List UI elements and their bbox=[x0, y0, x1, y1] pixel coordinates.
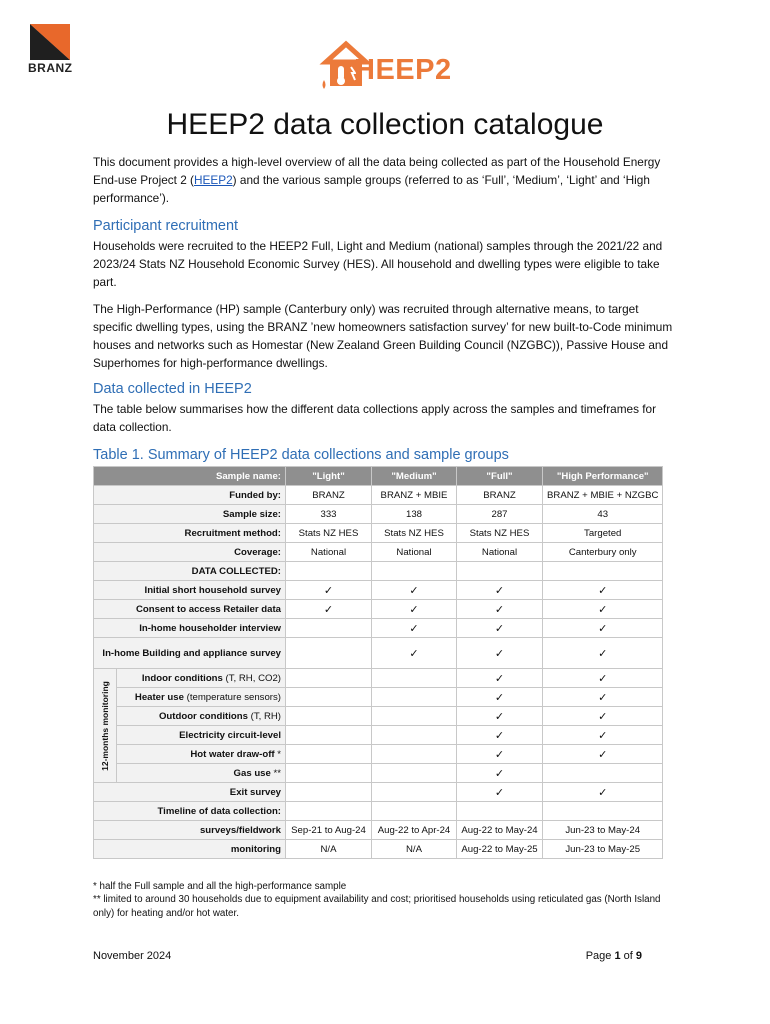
row-label: Sample size: bbox=[94, 505, 286, 524]
recruitment-paragraph-2: The High-Performance (HP) sample (Canterbury only) was recruited through alternative means, to target specific dwelling types, using the BRANZ ’new homeowners satisfaction survey’ for new built-to-Code minimum houses and networks such as Homestar (New Zealand Green Building Council (NZGBC)), Passive House and Superhomes for high-performance dwellings. bbox=[93, 302, 673, 370]
footer-date: November 2024 bbox=[93, 950, 172, 962]
check-icon: ✓ bbox=[494, 622, 505, 635]
cell bbox=[286, 745, 372, 764]
header-light: "Light" bbox=[286, 467, 372, 486]
row-label: Coverage: bbox=[94, 543, 286, 562]
page-of: of bbox=[620, 950, 636, 962]
cell: Aug-22 to May-24 bbox=[457, 821, 543, 840]
row-label-bold: Indoor conditions bbox=[141, 672, 223, 684]
check-icon: ✓ bbox=[598, 710, 608, 723]
cell: BRANZ + MBIE + NZGBC bbox=[543, 486, 663, 505]
row-label: In-home Building and appliance survey bbox=[94, 638, 286, 669]
recruitment-paragraph-1: Households were recruited to the HEEP2 Full, Light and Medium (national) samples through the 2021/22 and 2023/24 Stats NZ Household Economic Survey (HES). All household and dwelling types were eligible to take part. bbox=[93, 239, 663, 289]
page-current: 1 bbox=[614, 950, 621, 962]
table-row bbox=[94, 486, 663, 505]
cell: BRANZ + MBIE bbox=[372, 486, 457, 505]
cell: Sep-21 to Aug-24 bbox=[286, 821, 372, 840]
cell bbox=[457, 562, 543, 581]
cell: National bbox=[286, 543, 372, 562]
row-label-detail: ** bbox=[270, 767, 281, 779]
row-label: Funded by: bbox=[94, 486, 286, 505]
row-label-detail: (temperature sensors) bbox=[183, 691, 281, 703]
heep2-wordmark: HEEP2 bbox=[354, 54, 452, 86]
cell bbox=[372, 764, 457, 783]
row-label bbox=[117, 707, 286, 726]
row-label bbox=[117, 764, 286, 783]
data-collected-paragraph: The table below summarises how the different data collections apply across the samples and timeframes for data collection. bbox=[93, 402, 657, 434]
cell bbox=[286, 726, 372, 745]
row-label-detail: (T, RH) bbox=[247, 710, 281, 722]
cell bbox=[457, 802, 543, 821]
table-row bbox=[94, 505, 663, 524]
table-row bbox=[94, 524, 663, 543]
cell bbox=[286, 764, 372, 783]
check-icon: ✓ bbox=[494, 647, 505, 660]
cell bbox=[372, 783, 457, 802]
check-icon: ✓ bbox=[598, 584, 608, 597]
cell bbox=[286, 619, 372, 638]
cell: 43 bbox=[543, 505, 663, 524]
page-total: 9 bbox=[635, 950, 642, 962]
check-icon: ✓ bbox=[598, 748, 608, 761]
row-label bbox=[117, 688, 286, 707]
footnote-1: * half the Full sample and all the high-performance sample bbox=[93, 881, 347, 892]
cell bbox=[372, 669, 457, 688]
row-label-bold: Hot water draw-off bbox=[190, 748, 275, 760]
cell: Targeted bbox=[543, 524, 663, 543]
table-row bbox=[94, 600, 663, 619]
check-icon: ✓ bbox=[598, 647, 608, 660]
header-label: Sample name: bbox=[94, 467, 286, 486]
check-icon: ✓ bbox=[494, 584, 505, 597]
table-row bbox=[94, 707, 663, 726]
branz-logo bbox=[26, 24, 78, 76]
row-label bbox=[117, 669, 286, 688]
intro-text-before: This document provides a high-level overview of all the data being collected as part of the Household Energy End-use Project 2 ( bbox=[93, 155, 661, 187]
cell bbox=[286, 562, 372, 581]
row-label-detail: (T, RH, CO2) bbox=[222, 672, 281, 684]
recruitment-heading: Participant recruitment bbox=[93, 218, 239, 234]
row-label: Recruitment method: bbox=[94, 524, 286, 543]
header-high-performance: "High Performance" bbox=[543, 467, 663, 486]
table-row bbox=[94, 726, 663, 745]
check-icon: ✓ bbox=[598, 691, 608, 704]
monitoring-group-text: 12-months monitoring bbox=[100, 680, 110, 771]
cell bbox=[543, 562, 663, 581]
heep2-link[interactable]: HEEP2 bbox=[193, 173, 233, 187]
row-label-bold: Gas use bbox=[233, 767, 271, 779]
check-icon: ✓ bbox=[598, 622, 608, 635]
intro-text-after: ) and the various sample groups (referred to as ‘Full’, ‘Medium’, ‘Light’ and ‘High performance’). bbox=[93, 173, 650, 205]
row-label: surveys/fieldwork bbox=[94, 821, 286, 840]
table-row bbox=[94, 783, 663, 802]
page-prefix: Page bbox=[585, 950, 615, 962]
cell: BRANZ bbox=[286, 486, 372, 505]
cell: 138 bbox=[372, 505, 457, 524]
cell bbox=[286, 688, 372, 707]
section-label: DATA COLLECTED: bbox=[94, 562, 286, 581]
header-full: "Full" bbox=[457, 467, 543, 486]
cell bbox=[372, 802, 457, 821]
check-icon: ✓ bbox=[494, 729, 505, 742]
cell bbox=[372, 562, 457, 581]
page-number bbox=[586, 950, 642, 962]
cell bbox=[372, 726, 457, 745]
table-row bbox=[94, 840, 663, 859]
cell: BRANZ bbox=[457, 486, 543, 505]
monitoring-group-label bbox=[94, 669, 117, 783]
cell: Stats NZ HES bbox=[286, 524, 372, 543]
check-icon: ✓ bbox=[494, 767, 505, 780]
cell bbox=[286, 783, 372, 802]
table-row bbox=[94, 821, 663, 840]
cell: Jun-23 to May-24 bbox=[543, 821, 663, 840]
check-icon: ✓ bbox=[494, 672, 505, 685]
table-row bbox=[94, 764, 663, 783]
cell: 333 bbox=[286, 505, 372, 524]
data-collected-heading: Data collected in HEEP2 bbox=[93, 381, 252, 397]
table-header-row bbox=[94, 467, 663, 486]
cell: Stats NZ HES bbox=[457, 524, 543, 543]
cell bbox=[286, 802, 372, 821]
row-label-bold: Outdoor conditions bbox=[158, 710, 248, 722]
branz-triangle-icon bbox=[30, 24, 70, 60]
row-label: Consent to access Retailer data bbox=[94, 600, 286, 619]
row-label-detail: * bbox=[274, 748, 281, 760]
check-icon: ✓ bbox=[494, 691, 505, 704]
row-label: Electricity circuit-level bbox=[117, 726, 286, 745]
cell bbox=[543, 764, 663, 783]
collections-table bbox=[93, 466, 663, 859]
table-row bbox=[94, 562, 663, 581]
header-medium: "Medium" bbox=[372, 467, 457, 486]
cell: Aug-22 to Apr-24 bbox=[372, 821, 457, 840]
cell: N/A bbox=[372, 840, 457, 859]
cell: N/A bbox=[286, 840, 372, 859]
cell: Stats NZ HES bbox=[372, 524, 457, 543]
cell: Jun-23 to May-25 bbox=[543, 840, 663, 859]
branz-wordmark: BRANZ bbox=[28, 61, 73, 75]
check-icon: ✓ bbox=[598, 672, 608, 685]
cell: Canterbury only bbox=[543, 543, 663, 562]
cell bbox=[286, 707, 372, 726]
check-icon: ✓ bbox=[494, 748, 505, 761]
check-icon: ✓ bbox=[494, 710, 505, 723]
check-icon: ✓ bbox=[409, 647, 419, 660]
table-row bbox=[94, 688, 663, 707]
check-icon: ✓ bbox=[598, 603, 608, 616]
check-icon: ✓ bbox=[409, 584, 419, 597]
check-icon: ✓ bbox=[598, 786, 608, 799]
table-row bbox=[94, 669, 663, 688]
cell: National bbox=[372, 543, 457, 562]
cell: 287 bbox=[457, 505, 543, 524]
intro-paragraph bbox=[93, 153, 678, 207]
cell: Aug-22 to May-25 bbox=[457, 840, 543, 859]
row-label: Initial short household survey bbox=[94, 581, 286, 600]
check-icon: ✓ bbox=[409, 622, 419, 635]
table-row bbox=[94, 543, 663, 562]
row-label: Exit survey bbox=[94, 783, 286, 802]
table-row bbox=[94, 802, 663, 821]
check-icon: ✓ bbox=[598, 729, 608, 742]
table-row bbox=[94, 619, 663, 638]
row-label bbox=[117, 745, 286, 764]
cell bbox=[286, 669, 372, 688]
section-label: Timeline of data collection: bbox=[94, 802, 286, 821]
row-label: monitoring bbox=[94, 840, 286, 859]
footnote-2: ** limited to around 30 households due to equipment availability and cost; prioritised households using reticulated gas (North Island only) for heating and/or hot water. bbox=[93, 894, 661, 919]
cell bbox=[372, 745, 457, 764]
table-row bbox=[94, 745, 663, 764]
cell: National bbox=[457, 543, 543, 562]
check-icon: ✓ bbox=[323, 603, 334, 616]
table-row bbox=[94, 638, 663, 669]
check-icon: ✓ bbox=[494, 603, 505, 616]
check-icon: ✓ bbox=[323, 584, 334, 597]
page-title: HEEP2 data collection catalogue bbox=[166, 108, 604, 141]
cell bbox=[372, 688, 457, 707]
row-label: In-home householder interview bbox=[94, 619, 286, 638]
row-label-bold: Heater use bbox=[134, 691, 184, 703]
cell bbox=[372, 707, 457, 726]
check-icon: ✓ bbox=[409, 603, 419, 616]
check-icon: ✓ bbox=[494, 786, 505, 799]
cell bbox=[543, 802, 663, 821]
table-caption: Table 1. Summary of HEEP2 data collections and sample groups bbox=[93, 447, 509, 463]
table-row bbox=[94, 581, 663, 600]
cell bbox=[286, 638, 372, 669]
heep2-logo bbox=[318, 40, 458, 94]
